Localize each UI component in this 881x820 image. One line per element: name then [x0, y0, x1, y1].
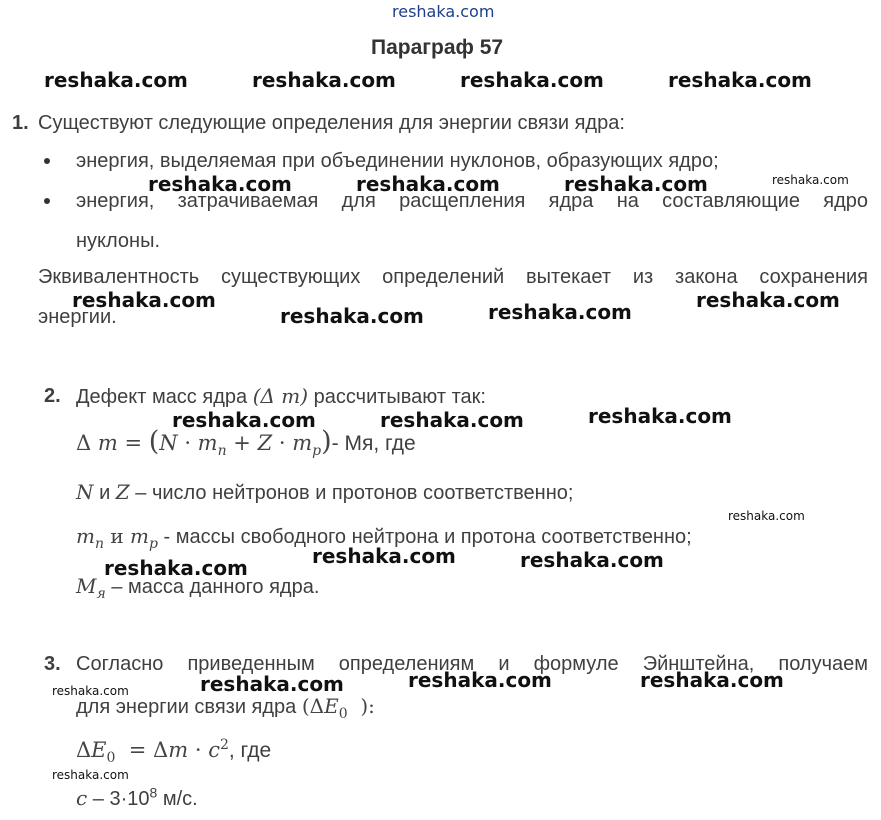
watermark: reshaka.com	[696, 288, 840, 312]
mya-definition: $M_я$ – масса данного ядра.	[76, 574, 320, 602]
item1-bullet2-line1: энергия, затрачиваемая для расщепления ядра на составляющие ядро	[76, 190, 868, 212]
nz-definition: N и Z – число нейтронов и протонов соответственно;	[76, 480, 574, 504]
item2-intro	[76, 384, 486, 409]
watermark-small: reshaka.com	[52, 684, 129, 698]
item1-intro: Существуют следующие определения для энергии связи ядра:	[38, 112, 625, 134]
watermark: reshaka.com	[200, 672, 344, 696]
watermark: reshaka.com	[356, 172, 500, 196]
item-number-1: 1.	[12, 112, 29, 134]
item2-intro-b: рассчитывают так:	[313, 386, 486, 408]
watermark: reshaka.com	[148, 172, 292, 196]
watermark: reshaka.com	[408, 668, 552, 692]
item3-line1: Согласно приведенным определениям и формуле Эйнштейна, получаем	[76, 653, 868, 675]
watermark: reshaka.com	[312, 544, 456, 568]
watermark-top: reshaka.com	[392, 2, 495, 21]
watermark: reshaka.com	[520, 548, 664, 572]
item1-equiv-line1: Эквивалентность существующих определений вытекает из закона сохранения	[38, 266, 868, 288]
page-title: Параграф 57	[371, 36, 504, 59]
item3-line2: для энергии связи ядра ($\Delta E_0$ ):	[76, 694, 375, 722]
watermark: reshaka.com	[252, 68, 396, 92]
masses-definition: $m_n$ и $m_p$ - массы свободного нейтрона и протона соответственно;	[76, 524, 692, 552]
formula-text: - Mя, где	[331, 432, 416, 455]
watermark: reshaka.com	[44, 68, 188, 92]
item1-equiv-line2: энергии.	[38, 306, 117, 328]
item-number-2: 2.	[44, 385, 61, 407]
item-number-3: 3.	[44, 653, 61, 675]
watermark: reshaka.com	[564, 172, 708, 196]
watermark: reshaka.com	[380, 408, 524, 432]
watermark-small: reshaka.com	[728, 509, 805, 523]
bullet-dot	[44, 198, 50, 204]
item1-bullet2-line2: нуклоны.	[76, 230, 161, 252]
watermark: reshaka.com	[488, 300, 632, 324]
watermark: reshaka.com	[588, 404, 732, 428]
watermark: reshaka.com	[460, 68, 604, 92]
watermark: reshaka.com	[668, 68, 812, 92]
watermark: reshaka.com	[72, 288, 216, 312]
item1-bullet1: энергия, выделяемая при объединении нуклонов, образующих ядро;	[76, 150, 719, 172]
delta-m-symbol: (Δ m)	[252, 384, 309, 408]
bullet-dot	[44, 158, 50, 164]
watermark-small: reshaka.com	[772, 173, 849, 187]
binding-energy-formula: $\Delta E_0 = \Delta m \cdot c^2$, где	[76, 737, 272, 767]
mass-defect-formula: Δ $m = (N \cdot m_n + Z \cdot m_p)-$ Mя, где	[76, 426, 416, 460]
item2-intro-a: Дефект масс ядра	[76, 386, 248, 408]
watermark: reshaka.com	[172, 408, 316, 432]
watermark-small: reshaka.com	[52, 768, 129, 782]
watermark: reshaka.com	[104, 556, 248, 580]
speed-of-light: $c - 3\cdot 10^8$ м/с.	[76, 784, 198, 810]
watermark: reshaka.com	[280, 304, 424, 328]
watermark: reshaka.com	[640, 668, 784, 692]
